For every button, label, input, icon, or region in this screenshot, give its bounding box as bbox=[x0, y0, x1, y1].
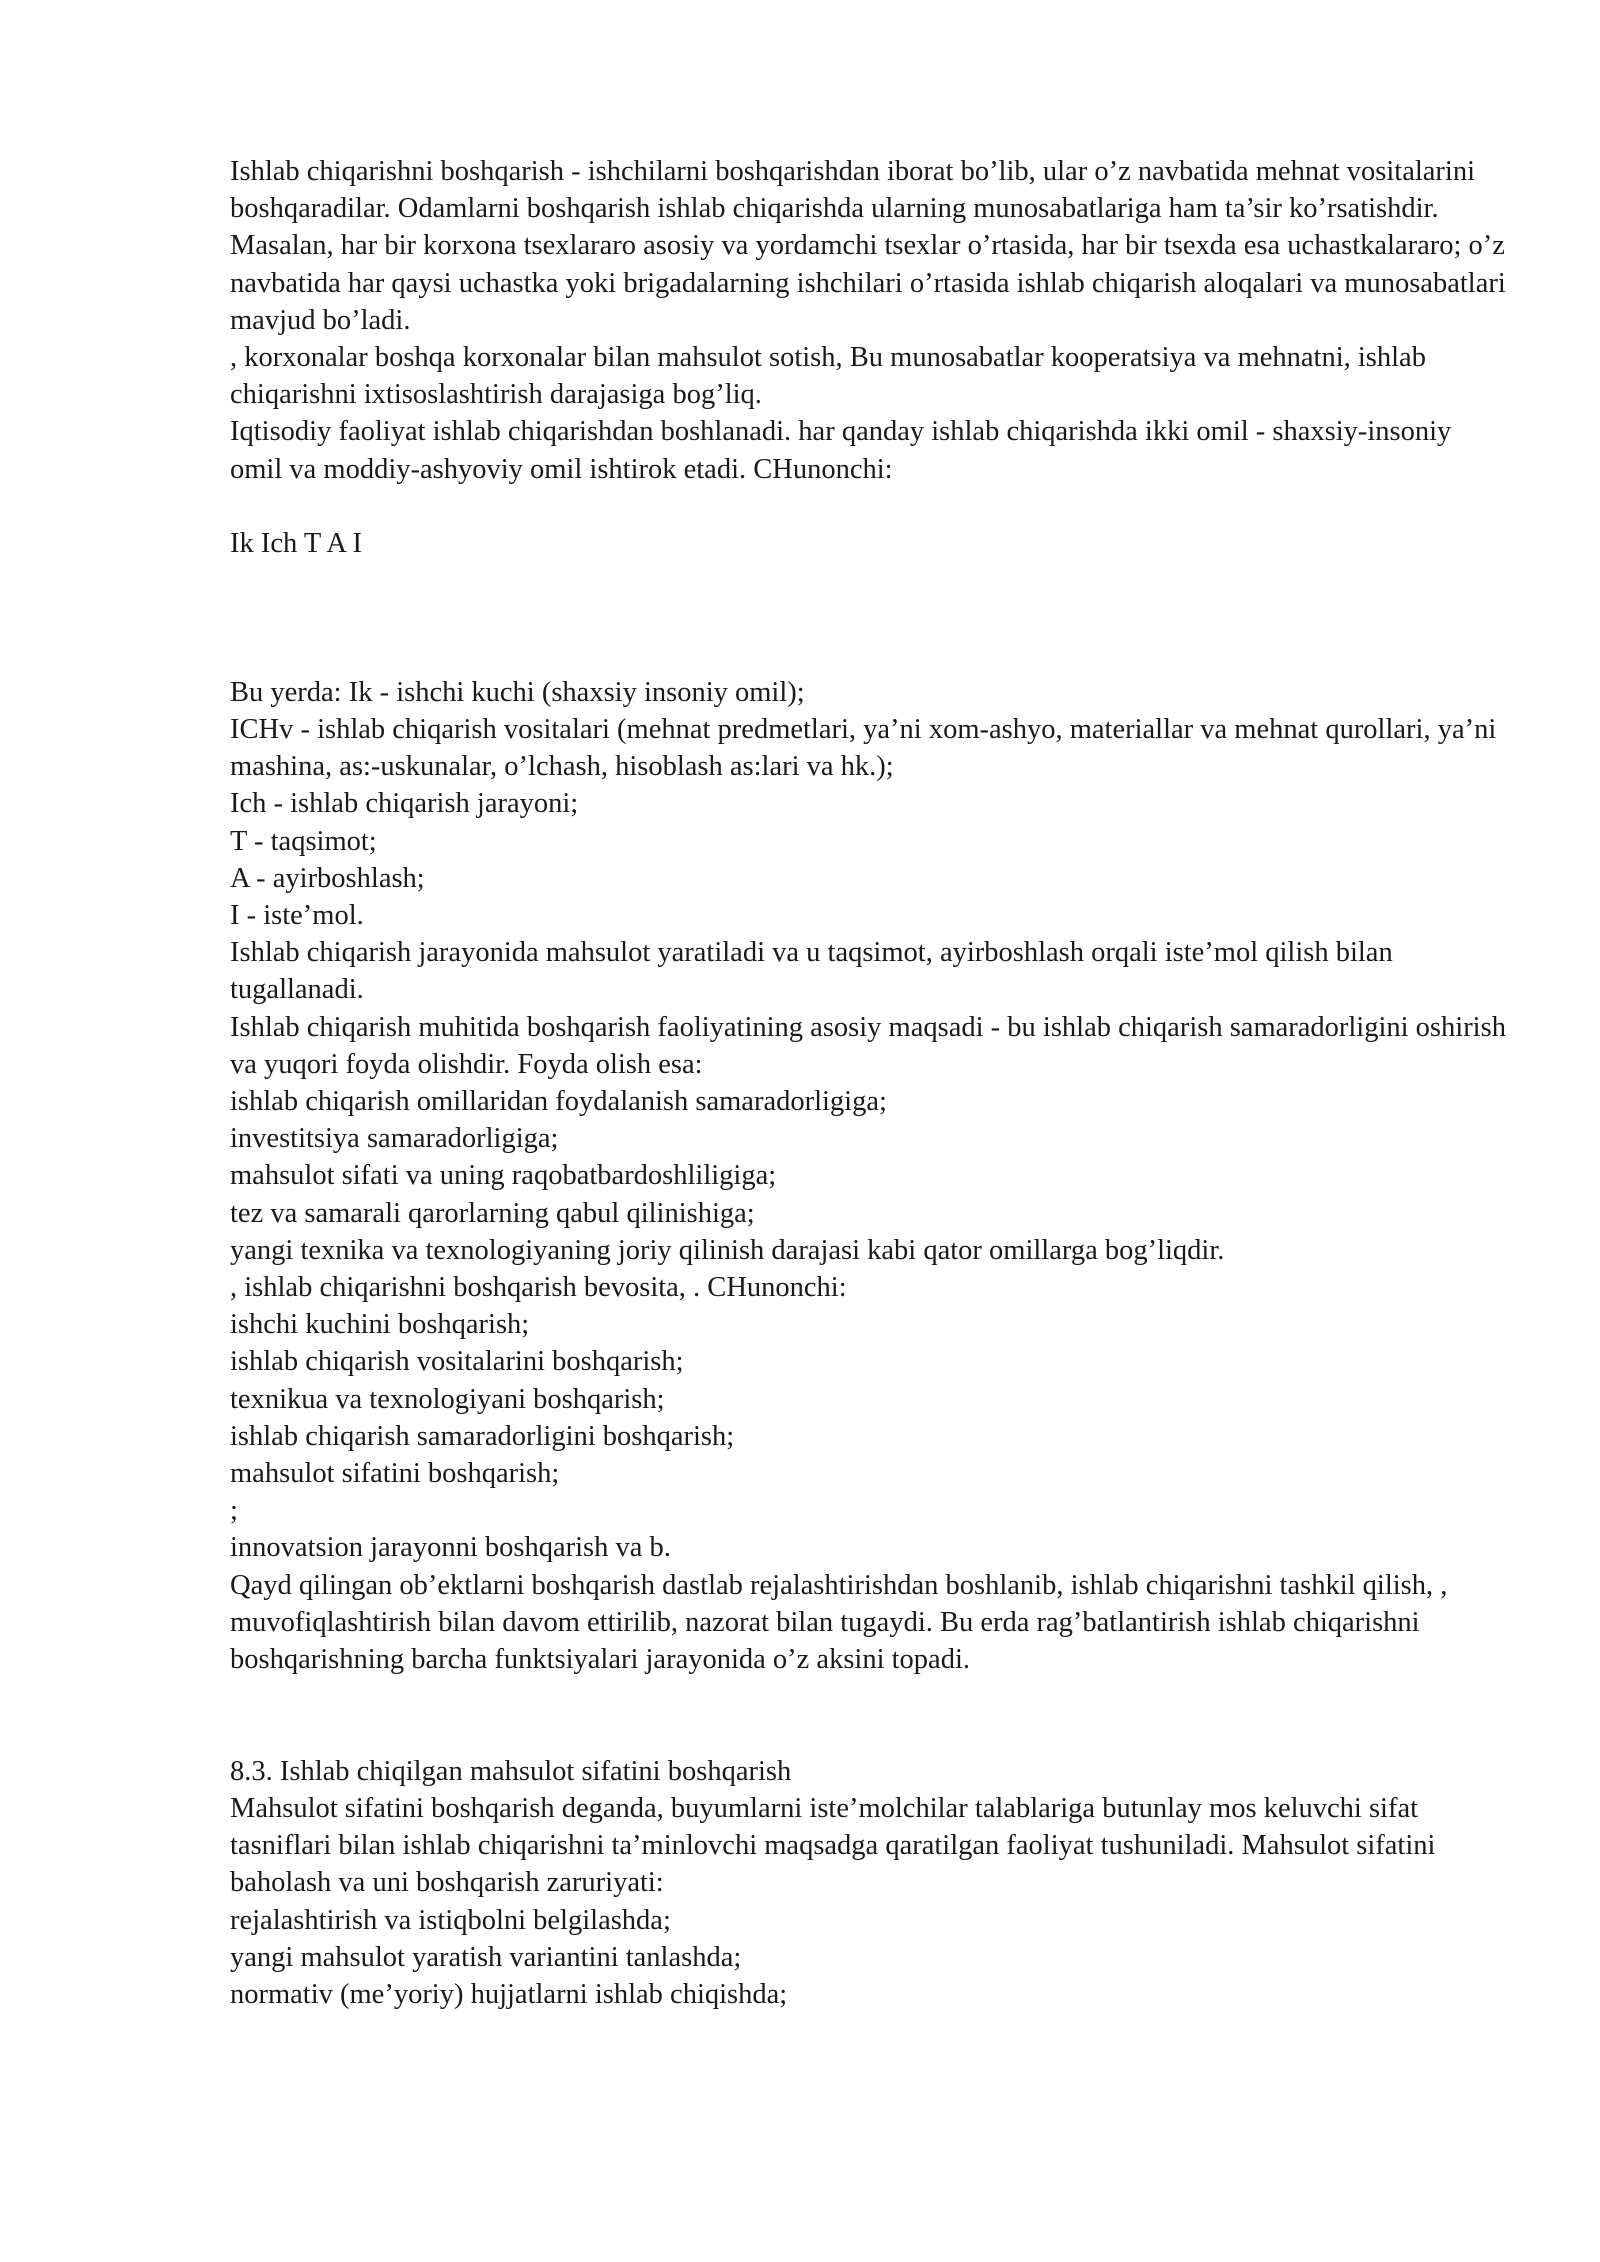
list-item: yangi mahsulot yaratish variantini tanlashda; bbox=[230, 1941, 742, 1973]
list-item: Ich - ishlab chiqarish jarayoni; bbox=[230, 788, 579, 820]
blank-space bbox=[230, 562, 1510, 674]
paragraph: Ishlab chiqarish muhitida boshqarish faoliyatining asosiy maqsadi - bu ishlab chiqarish samaradorligini oshirish va yuqori foyda olishdir. Foyda olish esa: bbox=[230, 1011, 1506, 1080]
list-item: ; bbox=[230, 1495, 238, 1527]
list-item: I - iste’mol. bbox=[230, 900, 364, 932]
list-item: ishlab chiqarish vositalarini boshqarish; bbox=[230, 1346, 684, 1378]
list-item: innovatsion jarayonni boshqarish va b. bbox=[230, 1532, 671, 1564]
list-item: mahsulot sifati va uning raqobatbardoshliligiga; bbox=[230, 1160, 777, 1192]
document-body bbox=[230, 153, 1510, 2013]
paragraph: Qayd qilingan ob’ektlarni boshqarish dastlab rejalashtirishdan boshlanib, ishlab chiqarishni tashkil qilish, , muvofiqlashtirish bilan davom ettirilib, nazorat bilan tugaydi. Bu erda rag’batlantirish ishlab chiqarishni boshqarishning barcha funktsiyalari jarayonida o’z aksini topadi. bbox=[230, 1569, 1448, 1676]
paragraph: Mahsulot sifatini boshqarish deganda, buyumlarni iste’molchilar talablariga butunlay mos keluvchi sifat tasniflari bilan ishlab chiqarishni ta’minlovchi maqsadga qaratilgan faoliyat tushuniladi. Mahsulot sifatini baholash va uni boshqarish zaruriyati: bbox=[230, 1792, 1436, 1899]
paragraph: ICHv - ishlab chiqarish vositalari (mehnat predmetlari, ya’ni xom-ashyo, materiallar va mehnat qurollari, ya’ni mashina, as:-uskunalar, o’lchash, hisoblash as:lari va hk.); bbox=[230, 714, 1497, 783]
formula-line: Ik Ich T A I bbox=[230, 528, 362, 560]
list-item: tez va samarali qarorlarning qabul qilinishiga; bbox=[230, 1197, 755, 1229]
list-item: normativ (me’yoriy) hujjatlarni ishlab chiqishda; bbox=[230, 1978, 788, 2010]
list-item: ishlab chiqarish samaradorligini boshqarish; bbox=[230, 1420, 735, 1452]
paragraph: Bu yerda: Ik - ishchi kuchi (shaxsiy insoniy omil); bbox=[230, 676, 805, 708]
list-item: ishlab chiqarish omillaridan foydalanish samaradorligiga; bbox=[230, 1086, 887, 1118]
blank-line bbox=[230, 488, 1510, 525]
section-heading: 8.3. Ishlab chiqilgan mahsulot sifatini boshqarish bbox=[230, 1755, 792, 1787]
paragraph: Ishlab chiqarish jarayonida mahsulot yaratiladi va u taqsimot, ayirboshlash orqali iste’mol qilish bilan tugallanadi. bbox=[230, 937, 1393, 1006]
list-item: yangi texnika va texnologiyaning joriy qilinish darajasi kabi qator omillarga bog’liqdir. bbox=[230, 1234, 1225, 1266]
list-item: A - ayirboshlash; bbox=[230, 862, 425, 894]
list-item: texnikua va texnologiyani boshqarish; bbox=[230, 1383, 665, 1415]
list-item: investitsiya samaradorligiga; bbox=[230, 1123, 559, 1155]
blank-space bbox=[230, 1678, 1510, 1752]
list-item: ishchi kuchini boshqarish; bbox=[230, 1309, 530, 1341]
paragraph: Iqtisodiy faoliyat ishlab chiqarishdan boshlanadi. har qanday ishlab chiqarishda ikki omil - shaxsiy-insoniy omil va moddiy-ashyoviy omil ishtirok etadi. CHunonchi: bbox=[230, 416, 1452, 485]
list-item: T - taqsimot; bbox=[230, 825, 377, 857]
paragraph: Ishlab chiqarishni boshqarish - ishchilarni boshqarishdan iborat bo’lib, ular o’z navbatida mehnat vositalarini boshqaradilar. Odamlarni boshqarish ishlab chiqarishda ularning munosabatlariga ham ta’sir ko’rsatishdir. bbox=[230, 156, 1475, 225]
paragraph: , ishlab chiqarishni boshqarish bevosita, . CHunonchi: bbox=[230, 1272, 847, 1304]
list-item: rejalashtirish va istiqbolni belgilashda; bbox=[230, 1904, 671, 1936]
paragraph: , korxonalar boshqa korxonalar bilan mahsulot sotish, Bu munosabatlar kooperatsiya va mehnatni, ishlab chiqarishni ixtisoslashtirish darajasiga bog’liq. bbox=[230, 342, 1426, 411]
list-item: mahsulot sifatini boshqarish; bbox=[230, 1458, 560, 1490]
paragraph: Masalan, har bir korxona tsexlararo asosiy va yordamchi tsexlar o’rtasida, har bir tsexda esa uchastkalararo; o’z navbatida har qaysi uchastka yoki brigadalarning ishchilari o’rtasida ishlab chiqarish aloqalari va munosabatlari mavjud bo’ladi. bbox=[230, 230, 1506, 336]
